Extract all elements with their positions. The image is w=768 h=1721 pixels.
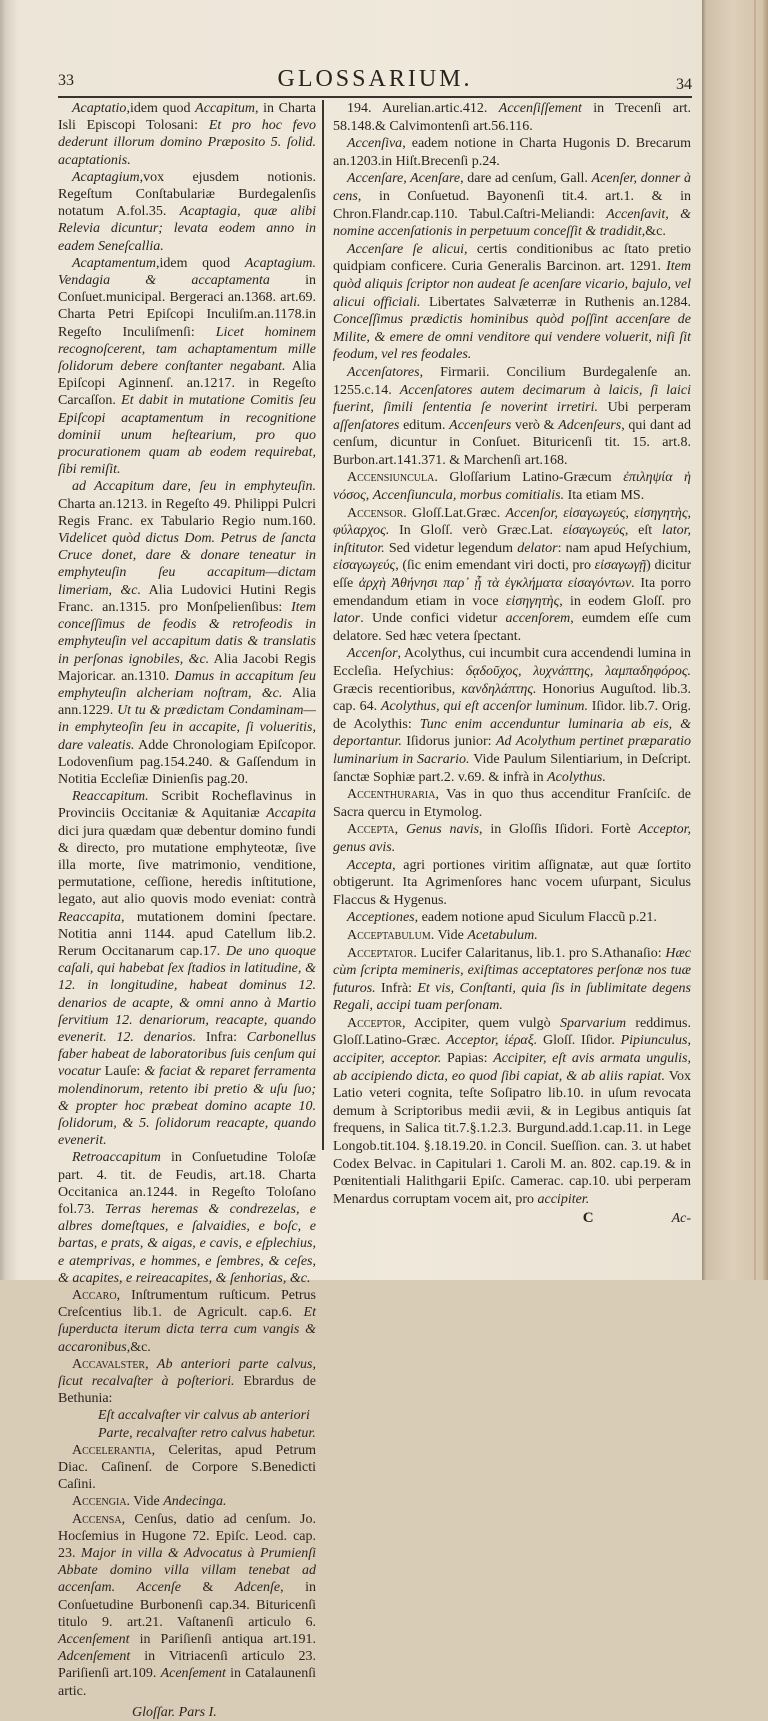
entry-text: , dare ad cenſum, Gall. <box>460 171 592 187</box>
entry-italic: lator <box>333 611 361 627</box>
entry-italic: Accenſement <box>58 1632 130 1648</box>
entry-italic: Acaptamentum <box>72 255 156 271</box>
entry-headword: Accelerantia <box>72 1442 152 1458</box>
entry-italic: Accenſe <box>136 1580 181 1596</box>
entry-text: dici jura quædam quæ debentur domino fundi & directo, pro mutatione emphyteotæ, ſive illa morte, ſive matrimonio, venditione, permutatione, ceſſione, heredis inſtitutione, legato, aut alio quovis modo eveniat: contrà <box>58 823 316 908</box>
entry-italic: Accenſor <box>347 646 398 662</box>
entry-text: ,vox ejusdem notionis. Regeſtum Conſtabulariæ Burdegalenſis notatum A.fol.35. <box>58 169 316 220</box>
glossary-entry <box>333 821 691 856</box>
glossary-entry <box>333 857 691 910</box>
entry-text: , in Conſuetudine Burbonenſi cap.34. Bituricenſi titulo 9. art.21. Vaſtanenſi articulo 6. <box>58 1580 317 1630</box>
entry-text: reddimus. Gloſſ.Latino-Græc. <box>333 1015 691 1049</box>
entry-headword: Accepta <box>347 822 395 838</box>
entry-text: Gloſſ. Iſidor. <box>537 1033 621 1049</box>
glossary-entry <box>333 786 691 821</box>
glossary-entry <box>333 100 691 135</box>
entry-italic: Accenſiva <box>347 136 403 152</box>
entry-text: Alia ann.1229. <box>58 685 316 719</box>
entry-text: , Acolythus, cui incumbit cura accendendi lumina in Eccleſia. Heſychius: <box>333 646 691 679</box>
entry-italic: εἰσαγωγῇ <box>594 558 647 574</box>
entry-text: Græcis recentioribus, <box>333 681 462 697</box>
entry-text: Papias: <box>441 1051 494 1067</box>
entry-italic: Reaccapitum. <box>72 789 149 805</box>
entry-text: 194. Aurelian.artic.412. <box>347 101 499 116</box>
entry-text: Gloſſarium Latino-Græcum <box>437 470 624 486</box>
entry-italic: delator <box>517 540 558 556</box>
glossary-entry <box>333 645 691 786</box>
entry-text: & <box>181 1580 235 1596</box>
entry-italic: Acolythus. <box>547 769 606 785</box>
right-entries <box>333 100 691 1208</box>
entry-text: Sed videtur legendum <box>384 540 518 556</box>
entry-italic: ἀρχὴ Ἀθήνησι παρ᾽ ᾗ τὰ ἐγκλήματα εἰσαγόντων. <box>358 576 635 592</box>
entry-italic: Accenſavit, & nomine accenſationis in perpetuum conceſſit & tradidit <box>333 206 691 240</box>
page-title: GLOSSARIUM. <box>277 66 473 92</box>
entry-text: , agri portiones viritim aſſignatæ, aut quæ ſortito obtigerunt. Ita Agrimenſores hanc vocem uſurpant, Siculus Flaccus & Hygenus. <box>333 857 691 908</box>
column-divider <box>322 100 324 1150</box>
entry-italic: Reaccapita <box>58 909 121 925</box>
right-footer <box>333 1210 691 1228</box>
entry-italic: Item conceſſimus de feodis & retrofeodis in emphyteuſin vel accapitum datis & translatis in perſonas ignobiles, &c. <box>58 599 316 667</box>
entry-headword: Accensor. <box>347 505 407 521</box>
entry-italic: Accenſare ſe alicui <box>347 241 465 257</box>
entry-italic: Item quòd aliquis ſcriptor non audeat ſe acenſare vicario, bajulo, vel alicui officiali. <box>333 259 691 310</box>
entry-italic: κανδηλάπτης. <box>461 681 537 697</box>
entry-text: , eadem notione in Charta Hugonis D. Brecarum an.1203.in Hiſt.Brecenſi p.24. <box>333 136 691 169</box>
entry-text: , (ſic enim emendant viri docti, pro <box>395 558 595 574</box>
entry-italic: Et ſuperducta iterum dicta terra cum vangis & accaronibus <box>58 1305 316 1355</box>
entry-text: ) dicitur eſſe <box>333 558 691 592</box>
entry-italic: accipiter. <box>537 1191 590 1207</box>
entry-headword: Accensiuncula. <box>347 470 438 486</box>
entry-text: Ebrardus de Bethunia: <box>58 1374 316 1407</box>
entry-text: Honorius Auguſtod. lib.3. cap. 64. <box>333 681 691 715</box>
glossary-entry <box>58 169 316 255</box>
entry-text: Infra: <box>196 1029 247 1045</box>
glossary-entry <box>58 1287 316 1356</box>
entry-text: Iſidorus junior: <box>401 734 496 750</box>
entry-italic: Adcenſeurs <box>558 417 622 433</box>
entry-italic: ad Accapitum dare, ſeu in emphyteuſin. <box>72 479 316 495</box>
verse-quote <box>58 1407 316 1441</box>
entry-italic: Genus navis <box>405 822 480 838</box>
running-header <box>58 66 692 98</box>
entry-italic: Retroaccapitum <box>72 1150 161 1166</box>
entry-italic: Accenſor, εἰσαγωγεύς, εἰσηγητὴς, φύλαρχος. <box>333 505 691 539</box>
entry-text: , in Charta Isli Episcopi Tolosani: <box>58 101 316 134</box>
glossary-entry <box>58 1442 316 1494</box>
glossary-entry <box>333 469 691 504</box>
entry-text: , Firmarii. Concilium Burdegalenſe an. 1255.c.14. <box>333 364 691 398</box>
entry-italic: Et vis, Conſtanti, quia ſis in ſublimitate degens Regali, accipi tuam perſonam. <box>333 980 691 1014</box>
entry-text: , <box>145 1356 157 1372</box>
left-entries <box>58 100 316 1407</box>
entry-text: Vide Paulum Silentiarium, in Deſcript. ſanctæ Sophiæ part.2. v.69. & infrà in <box>333 751 691 785</box>
glossary-entry <box>58 1511 316 1700</box>
entry-text: verò & <box>511 417 559 433</box>
entry-italic: Acaptagium <box>72 169 140 185</box>
entry-text: : nam apud Heſychium, <box>557 540 691 556</box>
entry-text: ,idem quod <box>126 101 196 116</box>
entry-text: , eumdem eſſe cum delatore. Sed hæc vetera ſpectant. <box>333 611 691 644</box>
entry-italic: Major in villa & Advocatus à Prumienſi Abbate domino villa villam tenebat ad accenſam. <box>58 1546 316 1596</box>
glossary-entry <box>333 927 691 945</box>
entry-italic: Andecinga. <box>163 1494 227 1510</box>
entry-headword: Accavalster <box>72 1356 146 1372</box>
entry-text: Vox Latio veteri cognita, teſte Soſipatro lib.10. in uſum revocata demum à Scriptoribus medii ævii, & in Legibus antiquis ſat frequens, in Salica tit.7.§.1.2.3. Burgund.add.1.cap.11. in Lege Longob.tit.104. §.18.19.20. in Concil. Sueſſion. can. 3. ut habet Codex Belvac. in Capitulari 1. Caroli M. an. 802. cap.19. & in Pœnitentiali Halithgarii Epiſc. Camerac. cap.10. ubi perperam Menardus corruptam vocem ait, pro <box>333 1068 691 1207</box>
entry-italic: Ad Acolythum pertinet præparatio luminarium in Sacrario. <box>333 734 691 767</box>
entry-italic: Videlicet quòd dictus Dom. Petrus de ſancta Cruce donet, dare & donare teneatur in emphyteuſin ſeu accapitum—dictam limeriam, &c. <box>58 531 316 598</box>
entry-italic: & faciat & reparet ferramenta molendinorum, retento ibi pretio & uſu ſuo; & propter hoc præbeat domino acapte 10. ſolidorum, & 5. ſolidorum reacapte, quando evenerit. <box>58 1064 316 1149</box>
entry-text: Iſidor. lib.7. Orig. de Acolythis: <box>333 699 691 732</box>
entry-italic: Acetabulum. <box>467 927 538 943</box>
entry-italic: De uno quoque caſali, qui habebat ſex ſtadios in latitudine, & 12. in longitudine, habeat dominus 12. denarios de acapte, & omni anno à Martio ſervitium 12. denariorum, reacapte, quando evenerit. 12. denarios. <box>58 943 317 1045</box>
entry-text: , certis conditionibus ac ſtato pretio quidpiam conficere. Curia Generalis Barcinon. art. 1291. <box>333 241 691 275</box>
catchword: Ac- <box>671 1211 691 1227</box>
entry-italic: Ab anteriori parte calvus, ſicut recalvaſter à poſteriori. <box>58 1356 316 1390</box>
entry-text: , Celeritas, apud Petrum Diac. Caſinenſ. de Corpore S.Benedicti Caſini. <box>58 1442 316 1493</box>
entry-italic: Tunc enim accenduntur luminaria ab eis, & deportantur. <box>333 716 691 750</box>
entry-italic: δᾳδοῦχος, λυχνάπτης, λαμπαδηφόρος. <box>465 664 691 679</box>
entry-text: in Conſuet.municipal. Bergeraci an.1368. art.69. Charta Petri Epiſcopi Inculiſm.an.1178.in Regeſto Inculiſmenſi: <box>58 273 317 340</box>
entry-text: Vide <box>130 1494 164 1510</box>
entry-italic: Accapitum <box>195 101 256 116</box>
entry-italic: Accapita <box>266 806 316 822</box>
entry-text: , in eodem Gloſſ. pro <box>559 593 691 609</box>
entry-italic: Acaptatio <box>72 101 127 116</box>
glossary-entry <box>333 1015 691 1209</box>
entry-italic: aſſenſatores <box>333 417 400 433</box>
glossary-entry <box>58 478 316 788</box>
glossary-entry <box>333 909 691 927</box>
glossary-entry <box>333 364 691 470</box>
entry-italic: Acaptagia, quæ alibi Relevia dicuntur; levata eodem anno in eadem Seneſcallia. <box>58 204 316 254</box>
entry-italic: Acaptagium. Vendagia & accaptamenta <box>58 255 316 289</box>
entry-headword: Acceptabulum. <box>347 927 435 943</box>
entry-italic: Carbonellus faber habeat de laboratoribus ſuis cenſum qui vocatur <box>58 1029 316 1080</box>
entry-text: Ubi perperam <box>598 400 692 416</box>
entry-headword: Accenthuraria <box>347 787 436 803</box>
glossary-entry <box>58 255 316 479</box>
entry-italic: Acceptor, ἱέραξ. <box>446 1033 538 1049</box>
entry-text: , Cenſus, datio ad cenſum. Jo. Hocſemius in Hugone 72. Epiſc. Leod. cap. 23. <box>58 1511 316 1562</box>
entry-text: Scribit Rocheflavinus in Provinciis Occitaniæ & Aquitaniæ <box>58 789 316 822</box>
entry-italic: Adcenſement <box>58 1649 131 1665</box>
entry-text: in Vitriacenſi articulo 23. Pariſienſi art.109. <box>58 1649 316 1682</box>
entry-italic: Acceptiones <box>347 910 415 926</box>
entry-text: in Pariſienſi antiqua art.191. <box>129 1632 316 1648</box>
entry-text: , <box>394 822 406 838</box>
glossary-entry <box>58 788 316 1149</box>
entry-italic: Hæc cùm ſcripta memineris, exiſtimas acceptatores perſonæ nos tuæ futuros. <box>333 945 691 996</box>
left-column <box>58 100 316 1721</box>
entry-italic: Pipiunculus, accipiter, acceptor. <box>333 1033 691 1067</box>
entry-text: in Conſuetudine Toloſæ part. 4. tit. de Feudis, art.18. Charta Occitanica an.1244. in Regeſto Toloſano fol.73. <box>58 1150 316 1217</box>
glossary-entry <box>58 1149 316 1287</box>
entry-italic: accenſorem <box>505 611 571 627</box>
entry-italic: Accenſiſſement <box>498 101 582 116</box>
entry-text: , eadem notione apud Siculum Flaccũ p.21. <box>414 910 657 926</box>
entry-text: ,idem quod <box>155 255 245 271</box>
glossary-entry <box>58 1493 316 1510</box>
entry-text: Alia Jacobi Regis Majoricar. an.1310. <box>58 651 316 684</box>
right-page-number: 34 <box>676 76 692 93</box>
entry-italic: Acceptor, genus avis. <box>333 822 691 855</box>
signature-line: Gloſſar. Pars I. <box>132 1704 217 1720</box>
entry-text: , qui dant ad cenſum, dicuntur in Conſuet. Bituricenſi tit. 15. art.8. Burbon.art.141.371. & Marchenſi art.168. <box>333 417 691 468</box>
entry-text: , Inſtrumentum ruſticum. Petrus Creſcentius lib.1. de Agricult. cap.6. <box>58 1288 316 1321</box>
entry-italic: Accenſatores autem decimarum à laicis, ſi laici fuerint, ſimili ſententia ſe noverint irretiri. <box>333 382 691 416</box>
entry-headword: Acceptator. <box>347 945 417 961</box>
left-page-number: 33 <box>58 72 74 89</box>
entry-text: Ita etiam MS. <box>564 488 645 504</box>
entry-italic: Terras heremas & condrezelas, e albres domeſtques, e ſalvaidies, e boſc, e bartas, e prats, & aigas, e cavis, e eſplechius, e atemprivas, e hommes, e ſembres, & ceſes, & acapites, e reireacapites, & ſenhorias, &c. <box>58 1202 316 1286</box>
glossary-entry <box>333 945 691 1015</box>
verse-line: Eſt accalvaſter vir calvus ab anteriori <box>98 1408 310 1424</box>
entry-text: Lauſe: <box>100 1064 145 1080</box>
entry-text: , Accipiter, quem vulgò <box>401 1015 560 1031</box>
glossary-entry <box>333 241 691 364</box>
entry-text <box>115 1580 137 1595</box>
entry-italic: Damus in accapitum ſeu emphyteuſin alcheriam noſtram, &c. <box>58 668 317 701</box>
entry-text: Ita porro emendandum etiam in voce <box>333 576 691 609</box>
entry-text: Charta an.1213. in Regeſto 49. Philippi Pulcri Regis Franc. ex Tabulario Regio num.160. <box>58 496 316 529</box>
entry-italic: Sparvarium <box>559 1015 627 1031</box>
entry-italic: Acenſement <box>160 1666 226 1682</box>
entry-headword: Accaro <box>72 1288 117 1304</box>
entry-text: ,&c. <box>126 1339 151 1355</box>
entry-italic: Ut tu & prædictam Condaminam—in emphyteoſin ſeu in accapite, ſi volueritis, dare valeatis. <box>58 703 316 753</box>
entry-text: In Gloſſ. verò Græc.Lat. <box>389 523 563 539</box>
entry-text: , in Gloſſis Iſidori. Fortè <box>479 822 639 838</box>
left-entries-continued <box>58 1442 316 1700</box>
entry-text: , Vas in quo thus accenditur Franſciſc. de Sacra quercu in Etymolog. <box>333 787 691 820</box>
signature-mark: C <box>582 1210 594 1227</box>
glossary-entry <box>58 1356 316 1408</box>
glossary-entry <box>58 100 316 169</box>
entry-italic: Et pro hoc fevo dederunt illorum domino Præposito 5. ſolid. acaptationis. <box>58 118 316 168</box>
entry-italic: Accenſare, Acenſare <box>347 171 461 187</box>
entry-headword: Accengia. <box>72 1494 131 1510</box>
glossary-entry <box>333 505 691 646</box>
entry-italic: Et dabit in mutatione Comitis ſeu Epiſcopi acaptamentum in recognitione dominii unum heſtearium, pro quo procurationem quam ab eodem requirebat, ſibi remiſit. <box>58 393 316 478</box>
entry-text: Alia Ludovici Hutini Regis Franc. an.1315. pro Monſpelienſibus: <box>58 582 316 615</box>
entry-text: eſt <box>628 523 662 539</box>
entry-text: Adde Chronologiam Epiſcopor. Lodovenſium pag.154.240. & Gaſſendum in Notitia Eccleſiæ Dinienſis pag.20. <box>58 737 316 787</box>
glossary-entry <box>333 135 691 170</box>
entry-italic: ἐπιληψία ἡ νόσος, Accenſiuncula, morbus comitialis. <box>333 470 691 504</box>
entry-text: Vide <box>434 927 468 943</box>
entry-text: Alia Epiſcopi Aginnenſ. an.1217. in Regeſto Carcaſſon. <box>58 359 316 409</box>
entry-text: , in Conſuetud. Bayonenſi tit.4. art.1. & in Chron.Flandr.cap.110. Tabul.Caſtri-Meliandi: <box>333 188 691 222</box>
entry-italic: εἰσαγωγεύς <box>333 558 396 574</box>
entry-italic: Adcenſe <box>234 1580 281 1596</box>
entry-italic: lator, inſtitutor. <box>333 523 692 556</box>
entry-italic: εἰσηγητὴς <box>505 593 560 609</box>
entry-text: editum. <box>399 417 450 433</box>
glossary-entry <box>333 170 691 240</box>
book-edge <box>702 0 768 1280</box>
entry-text: in Trecenſi art. 58.148.& Calvimontenſi art.56.116. <box>333 101 692 134</box>
entry-text: in Catalaunenſi artic. <box>58 1666 316 1699</box>
entry-italic: Accepta <box>347 857 393 873</box>
entry-headword: Accensa <box>72 1511 122 1527</box>
verse-line: Parte, recalvaſter retro calvus habetur. <box>98 1425 316 1441</box>
entry-italic: Acenſer, donner à cens <box>333 171 691 204</box>
entry-italic: Accipiter, eſt avis armata ungulis, ab accipiendo dicta, eo quod ſibi capiat, & ab aliis rapiat. <box>333 1051 691 1084</box>
right-column <box>333 100 691 1228</box>
entry-text: , mutationem domini ſpectare. Notitia anni 1144. apud Catellum lib.2. Rerum Occitanarum cap.17. <box>58 909 316 959</box>
entry-text: . Unde confici videtur <box>360 611 506 627</box>
entry-text: Lucifer Calaritanus, lib.1. pro S.Athanaſio: <box>416 945 666 961</box>
entry-italic: Licet hominem recognoſcerent, tam achaptamentum mille ſolidorum debere conſtanter negabant. <box>58 324 316 375</box>
entry-italic: Accenſatores <box>347 364 420 380</box>
entry-italic: Acolythus, qui eſt accenſor luminum. <box>380 699 588 715</box>
entry-italic: Accenſeurs <box>449 417 512 433</box>
entry-italic: Conceſſimus prædictis hominibus quòd poſſint accenſare de Milite, & emere de omni venditore qui vendere voluerit, niſi ſit feodum, vel res feodales. <box>333 312 691 363</box>
entry-text: Gloſſ.Lat.Græc. <box>406 505 506 521</box>
entry-text: Libertates Salvæterræ in Ruthenis an.1284. <box>420 294 691 310</box>
entry-text: Infrà: <box>375 980 418 996</box>
entry-headword: Acceptor <box>347 1015 402 1031</box>
entry-italic: εἰσαγωγεύς, <box>562 523 629 539</box>
entry-text: ,&c. <box>641 224 666 240</box>
